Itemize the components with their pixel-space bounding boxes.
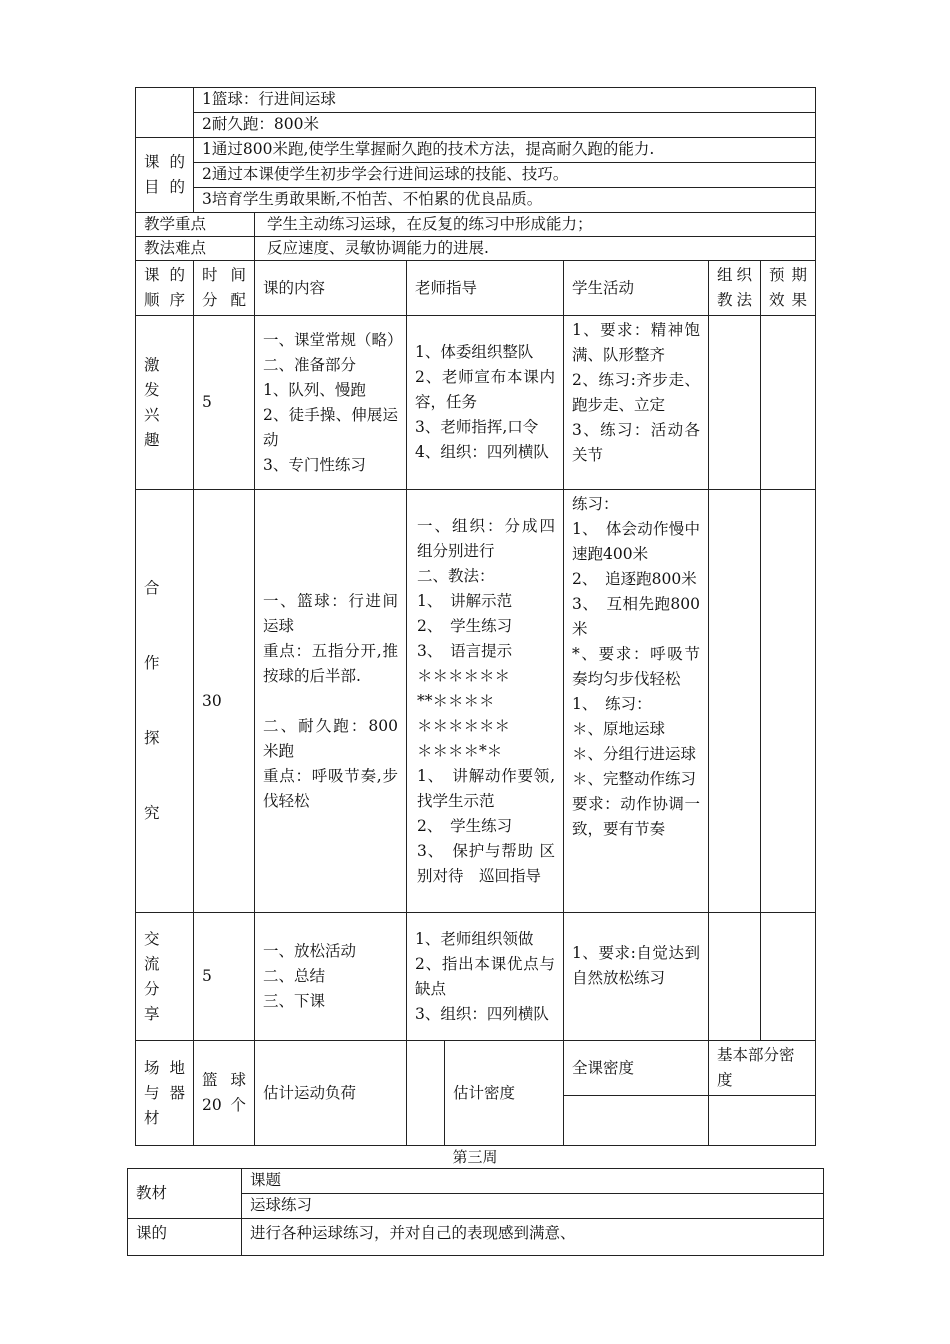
phase-time: 5	[194, 913, 255, 1041]
phase-time: 30	[194, 490, 255, 913]
equipment: 篮 球 20个	[194, 1041, 255, 1146]
goal-item-2: 2通过本课使学生初步学会行进间运球的技能、技巧。	[194, 163, 816, 188]
focus-text: 学生主动练习运球，在反复的练习中形成能力；	[255, 213, 816, 237]
basic-density-value	[709, 1096, 816, 1146]
full-density-value	[564, 1096, 709, 1146]
goals-label: 课 的 目的	[136, 138, 194, 213]
material-label: 教材	[128, 1169, 242, 1219]
phase-row	[136, 913, 816, 1041]
week3-table	[127, 1168, 824, 1256]
venue-label: 场 地 与 器材	[136, 1041, 194, 1146]
header-order: 课 的 顺序	[136, 261, 194, 316]
difficulty-text: 反应速度、灵敏协调能力的进展.	[255, 237, 816, 261]
phase-teacher: 一、组织：分成四组分别进行 二、教法： 1、 讲解示范 2、 学生练习 3、 语言提示 ＊＊＊＊＊＊ **＊＊＊＊ ＊＊＊＊＊＊ ＊＊＊＊*＊ 1、 讲解动作要领,找学生示范 2、 学生练习 3、 保护与帮助 区别对待 巡回指导	[407, 490, 564, 913]
phase-name: 交 流 分 享	[136, 913, 194, 1041]
phase-row	[136, 490, 816, 913]
goal-label: 课的	[128, 1219, 242, 1256]
density-label: 估计密度	[445, 1041, 564, 1146]
header-org: 组织 教法	[709, 261, 761, 316]
phase-content: 一、放松活动 二、总结 三、下课	[255, 913, 407, 1041]
phase-org	[709, 490, 761, 913]
full-density-label: 全课密度	[564, 1041, 709, 1096]
basic-density-label: 基本部分密度	[709, 1041, 816, 1096]
header-student: 学生活动	[564, 261, 709, 316]
week-heading: 第三周	[452, 1148, 498, 1166]
header-effect: 预期 效果	[761, 261, 816, 316]
header-content: 课的内容	[255, 261, 407, 316]
phase-name: 激 发 兴 趣	[136, 316, 194, 490]
phase-org	[709, 316, 761, 490]
topic-value: 运球练习	[242, 1194, 824, 1219]
phase-content: 一、课堂常规（略） 二、准备部分 1、队列、慢跑 2、徒手操、伸展运动 3、专门性练习	[255, 316, 407, 490]
phase-student: 1、要求：精神饱满、队形整齐 2、练习:齐步走、跑步走、立定 3、练习：活动各关节	[564, 316, 709, 490]
goal-text: 进行各种运球练习，并对自己的表现感到满意、	[242, 1219, 824, 1256]
content-label-cell	[136, 88, 194, 138]
focus-label: 教学重点	[136, 213, 255, 237]
difficulty-label: 教法难点	[136, 237, 255, 261]
phase-effect	[761, 913, 816, 1041]
phase-effect	[761, 316, 816, 490]
phase-time: 5	[194, 316, 255, 490]
topic-label: 课题	[242, 1169, 824, 1194]
phase-content: 一、篮球：行进间运球 重点：五指分开,推按球的后半部. 二、耐久跑：800米跑 重点：呼吸节奏,步伐轻松	[255, 490, 407, 913]
load-value	[407, 1041, 445, 1146]
phase-effect	[761, 490, 816, 913]
phase-org	[709, 913, 761, 1041]
load-label: 估计运动负荷	[255, 1041, 407, 1146]
phase-teacher: 1、体委组织整队 2、老师宣布本课内容，任务 3、老师指挥,口令 4、组织：四列横队	[407, 316, 564, 490]
content-item-2: 2耐久跑：800米	[194, 113, 816, 138]
phase-name: 合 作 探 究	[136, 490, 194, 913]
phase-student: 1、要求:自觉达到自然放松练习	[564, 913, 709, 1041]
phase-teacher: 1、老师组织领做 2、指出本课优点与缺点 3、组织：四列横队	[407, 913, 564, 1041]
goal-item-1: 1通过800米跑,使学生掌握耐久跑的技术方法，提高耐久跑的能力.	[194, 138, 816, 163]
header-teacher: 老师指导	[407, 261, 564, 316]
lesson-plan-table	[135, 87, 816, 1146]
goal-item-3: 3培育学生勇敢果断,不怕苦、不怕累的优良品质。	[194, 188, 816, 213]
phase-row	[136, 316, 816, 490]
header-time: 时 间 分配	[194, 261, 255, 316]
phase-student: 练习： 1、 体会动作慢中速跑400米 2、 追逐跑800米 3、 互相先跑800米 *、要求：呼吸节奏均匀步伐轻松 1、 练习： ＊、原地运球 ＊、分组行进运球 ＊、完整动作练习 要求：动作协调一致，要有节奏	[564, 490, 709, 913]
content-item-1: 1篮球：行进间运球	[194, 88, 816, 113]
